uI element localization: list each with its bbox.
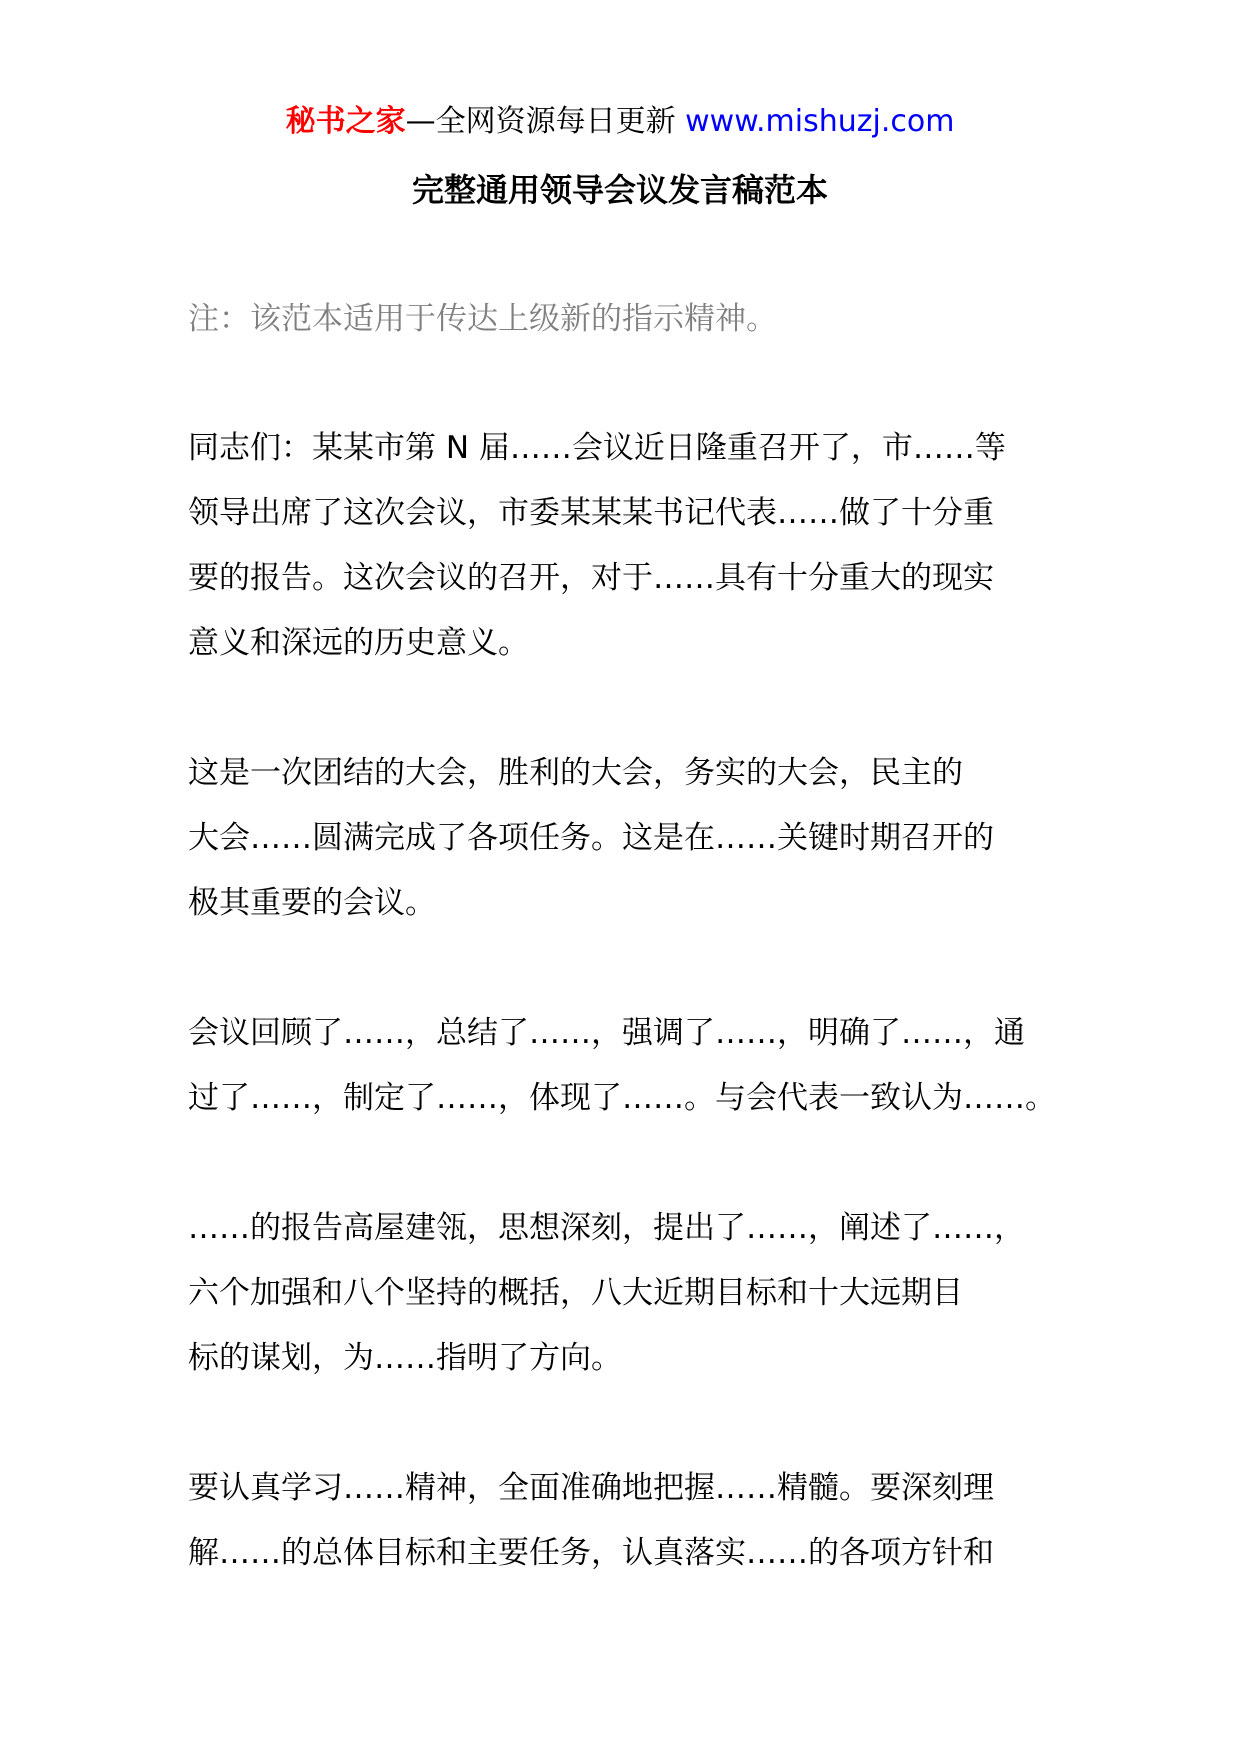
paragraph-line: 这是一次团结的大会，胜利的大会，务实的大会，民主的 (188, 755, 963, 791)
header-tagline: —全网资源每日更新 (405, 104, 686, 139)
site-url-link[interactable]: www.mishuzj.com (685, 104, 955, 139)
paragraph-line: ……的报告高屋建瓴，思想深刻，提出了……，阐述了……， (188, 1210, 1025, 1246)
document-title: 完整通用领导会议发言稿范本 (411, 171, 828, 209)
paragraph-line: 同志们：某某市第 N 届……会议近日隆重召开了，市……等 (188, 430, 1006, 466)
usage-note: 注：该范本适用于传达上级新的指示精神。 (188, 301, 777, 337)
paragraph-line: 大会……圆满完成了各项任务。这是在……关键时期召开的 (188, 820, 994, 856)
paragraph-line: 极其重要的会议。 (188, 885, 436, 921)
paragraph-line: 领导出席了这次会议，市委某某某书记代表……做了十分重 (188, 495, 994, 531)
paragraph-1 (188, 416, 1068, 676)
paragraph-2 (188, 741, 1068, 936)
paragraph-line: 过了……，制定了……，体现了……。与会代表一致认为……。 (188, 1080, 1056, 1116)
paragraph-line: 要认真学习……精神，全面准确地把握……精髓。要深刻理 (188, 1470, 994, 1506)
paragraph-line: 要的报告。这次会议的召开，对于……具有十分重大的现实 (188, 560, 994, 596)
paragraph-line: 六个加强和八个坚持的概括，八大近期目标和十大远期目 (188, 1275, 963, 1311)
site-header (0, 100, 1240, 144)
paragraph-line: 标的谋划，为……指明了方向。 (188, 1340, 622, 1376)
brand-name: 秘书之家 (285, 104, 406, 139)
paragraph-4 (188, 1196, 1068, 1391)
paragraph-3 (188, 1001, 1068, 1131)
paragraph-5 (188, 1456, 1068, 1586)
paragraph-line: 解……的总体目标和主要任务，认真落实……的各项方针和 (188, 1535, 994, 1571)
paragraph-line: 会议回顾了……，总结了……，强调了……，明确了……，通 (188, 1015, 1025, 1051)
paragraph-line: 意义和深远的历史意义。 (188, 625, 529, 661)
